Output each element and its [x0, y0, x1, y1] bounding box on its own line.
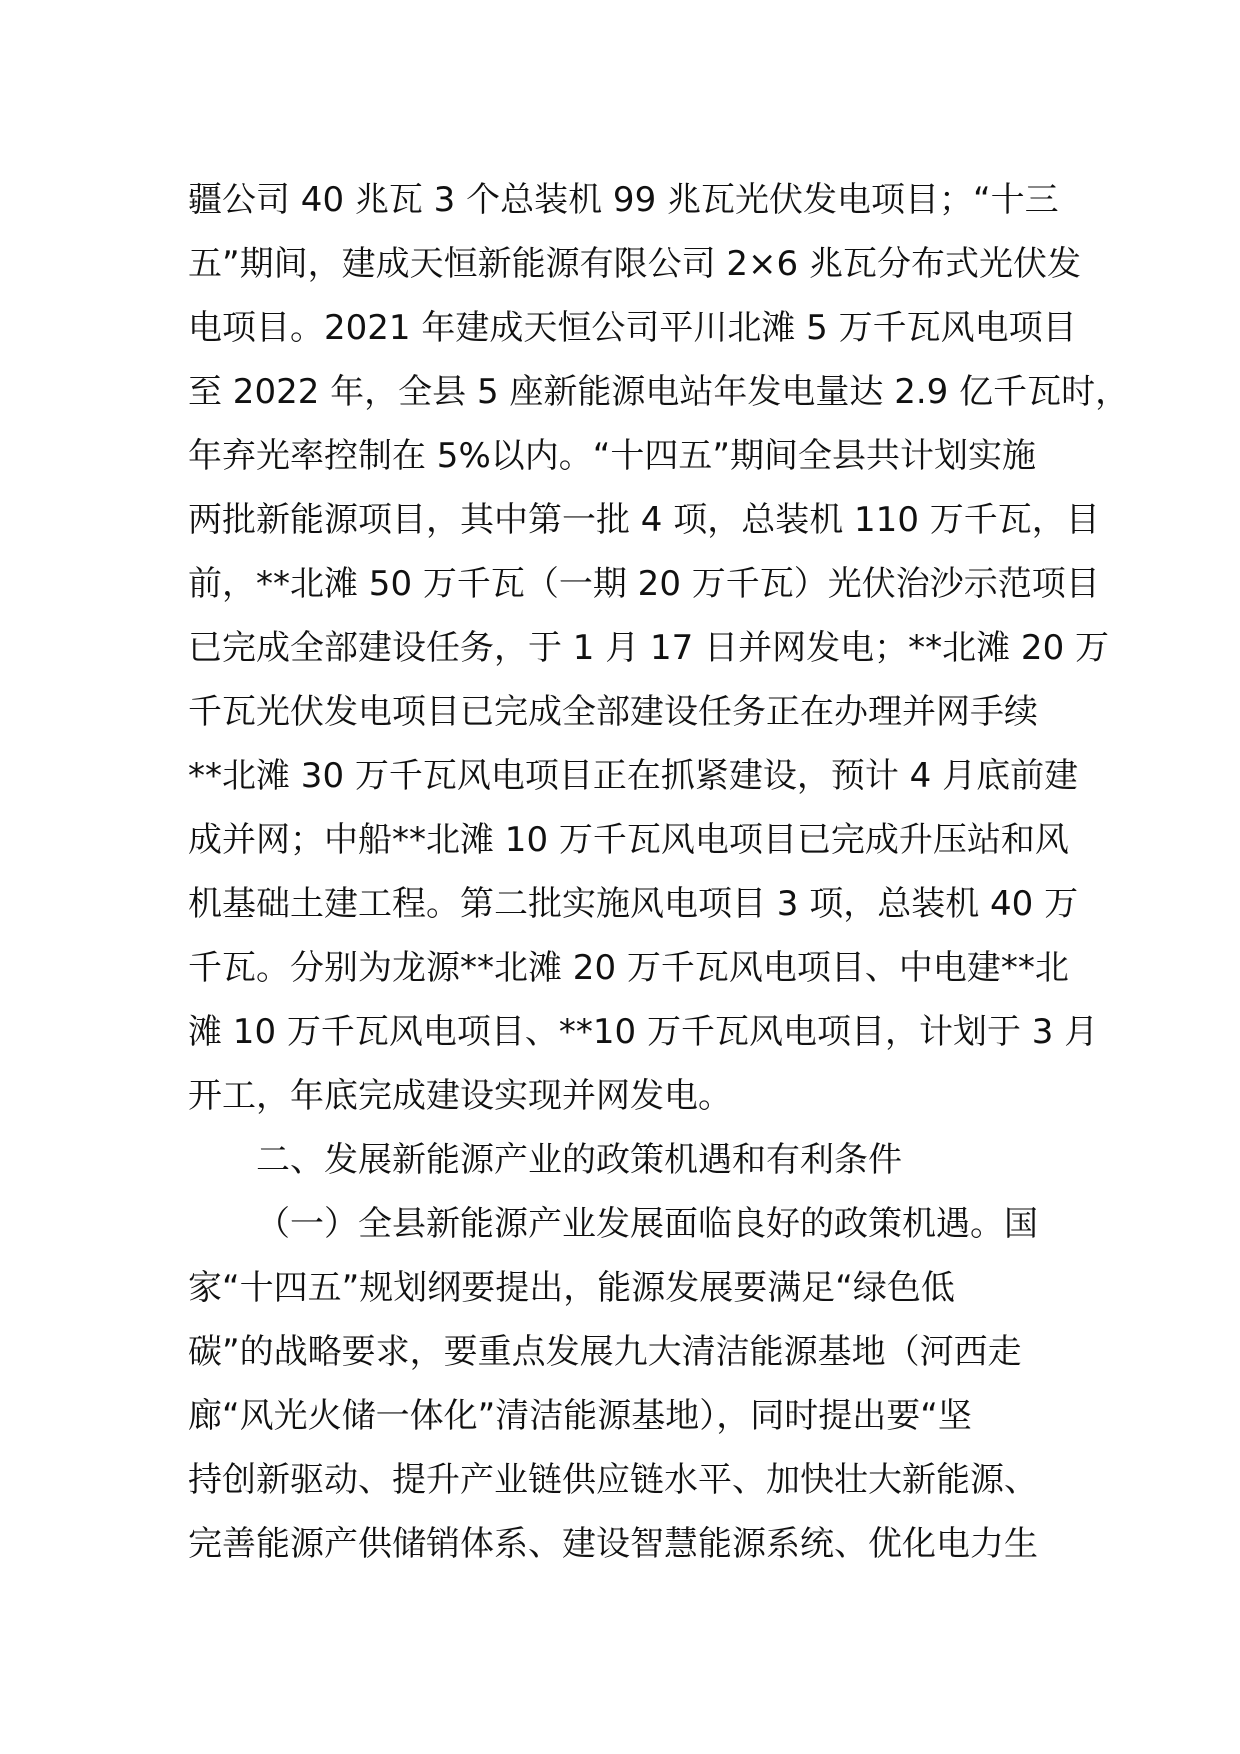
text-line-1: 疆公司 40 兆瓦 3 个总装机 99 兆瓦光伏发电项目；“十三	[188, 180, 1059, 220]
text-line-2: 五”期间，建成天恒新能源有限公司 2×6 兆瓦分布式光伏发	[188, 244, 1081, 284]
text-line-12: 机基础土建工程。第二批实施风电项目 3 项，总装机 40 万	[188, 884, 1079, 924]
text-line-18: 家“十四五”规划纲要提出，能源发展要满足“绿色低	[188, 1268, 955, 1308]
text-line-3: 电项目。2021 年建成天恒公司平川北滩 5 万千瓦风电项目	[188, 308, 1077, 348]
text-line-8: 已完成全部建设任务，于 1 月 17 日并网发电；**北滩 20 万	[188, 628, 1110, 668]
text-line-7: 前，**北滩 50 万千瓦（一期 20 万千瓦）光伏治沙示范项目	[188, 564, 1100, 604]
text-line-4: 至 2022 年，全县 5 座新能源电站年发电量达 2.9 亿千瓦时，	[188, 372, 1130, 412]
text-line-13: 千瓦。分别为龙源**北滩 20 万千瓦风电项目、中电建**北	[188, 948, 1069, 988]
text-line-9: 千瓦光伏发电项目已完成全部建设任务正在办理并网手续	[188, 692, 1038, 732]
text-line-21: 持创新驱动、提升产业链供应链水平、加快壮大新能源、	[188, 1460, 1038, 1500]
text-line-10: **北滩 30 万千瓦风电项目正在抓紧建设，预计 4 月底前建	[188, 756, 1079, 796]
text-line-6: 两批新能源项目，其中第一批 4 项，总装机 110 万千瓦，目	[188, 500, 1100, 540]
text-line-20: 廊“风光火储一体化”清洁能源基地），同时提出要“坚	[188, 1396, 972, 1436]
text-line-11: 成并网；中船**北滩 10 万千瓦风电项目已完成升压站和风	[188, 820, 1069, 860]
section-heading: 二、发展新能源产业的政策机遇和有利条件	[256, 1140, 902, 1180]
text-line-19: 碳”的战略要求，要重点发展九大清洁能源基地（河西走	[188, 1332, 1022, 1372]
subsection-paragraph-start: （一）全县新能源产业发展面临良好的政策机遇。国	[256, 1204, 1038, 1244]
text-line-14: 滩 10 万千瓦风电项目、**10 万千瓦风电项目，计划于 3 月	[188, 1012, 1099, 1052]
text-line-5: 年弃光率控制在 5%以内。“十四五”期间全县共计划实施	[188, 436, 1036, 476]
text-line-22: 完善能源产供储销体系、建设智慧能源系统、优化电力生	[188, 1524, 1038, 1564]
text-line-15: 开工，年底完成建设实现并网发电。	[188, 1076, 732, 1116]
body-text	[188, 168, 1130, 1576]
